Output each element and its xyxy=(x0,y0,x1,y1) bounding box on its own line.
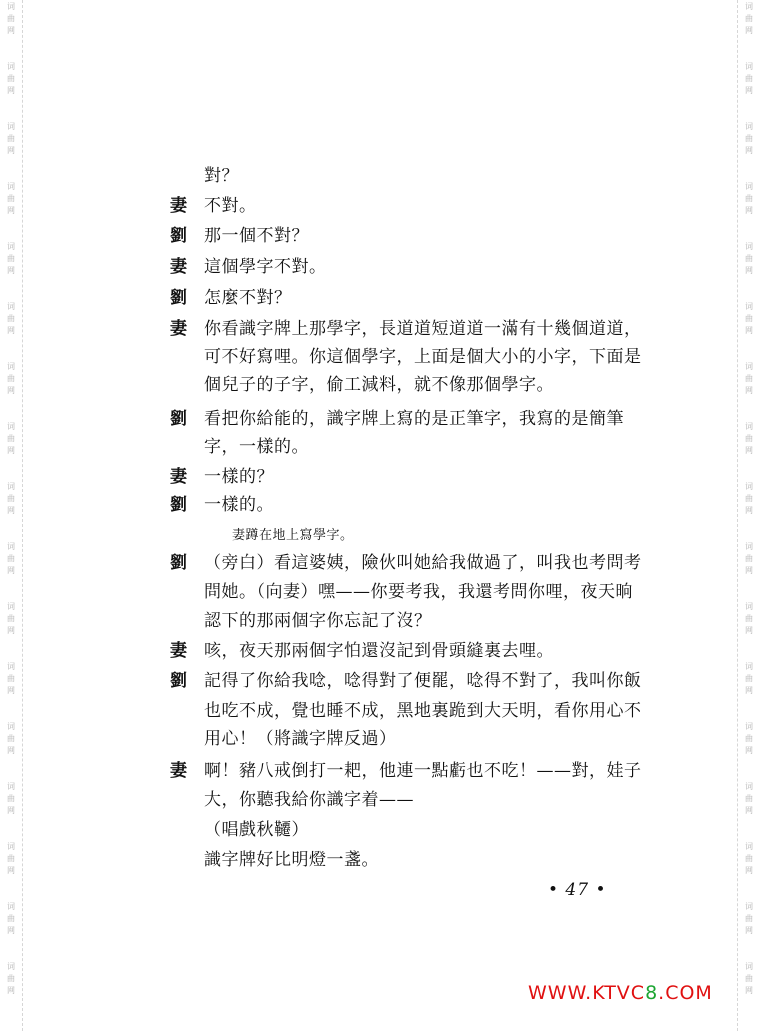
watermark-right-char: 词 xyxy=(745,782,753,791)
dialogue-line xyxy=(170,669,642,693)
watermark-right-char: 曲 xyxy=(745,674,753,683)
dialogue-line xyxy=(204,609,432,633)
line-text: 那一個不對？ xyxy=(204,226,309,246)
line-text: 識字牌好比明燈一盞。 xyxy=(204,850,379,870)
watermark-right-char: 曲 xyxy=(745,314,753,323)
watermark-right-char: 曲 xyxy=(745,374,753,383)
watermark-right-char: 网 xyxy=(745,686,753,695)
watermark-left-char: 网 xyxy=(7,626,15,635)
watermark-right-char: 曲 xyxy=(745,614,753,623)
watermark-left-char: 曲 xyxy=(7,434,15,443)
speaker-name: 劉 xyxy=(170,553,188,573)
line-text: 怎麼不對？ xyxy=(204,288,292,308)
line-text: 妻蹲在地上寫學字。 xyxy=(232,528,354,543)
watermark-right-char: 网 xyxy=(745,326,753,335)
watermark-left-char: 网 xyxy=(7,866,15,875)
watermark-left-char: 曲 xyxy=(7,374,15,383)
watermark-right-char: 曲 xyxy=(745,974,753,983)
dialogue-line xyxy=(170,493,274,517)
watermark-left-char: 词 xyxy=(7,542,15,551)
watermark-left-char: 曲 xyxy=(7,794,15,803)
watermark-left-char: 词 xyxy=(7,362,15,371)
speaker-name: 妻 xyxy=(170,641,188,661)
watermark-left-char: 词 xyxy=(7,242,15,251)
watermark-left-char: 词 xyxy=(7,302,15,311)
watermark-left-char: 词 xyxy=(7,62,15,71)
watermark-right-char: 曲 xyxy=(745,14,753,23)
watermark-right-char: 曲 xyxy=(745,434,753,443)
watermark-right-char: 词 xyxy=(745,662,753,671)
site-watermark-suffix: .COM xyxy=(658,982,713,1004)
dialogue-line xyxy=(170,286,292,310)
watermark-right-char: 网 xyxy=(745,386,753,395)
watermark-left-char: 词 xyxy=(7,122,15,131)
watermark-right-char: 词 xyxy=(745,242,753,251)
dialogue-line xyxy=(170,407,624,431)
watermark-right-char: 网 xyxy=(745,146,753,155)
dialogue-line xyxy=(204,818,309,842)
site-watermark-green: 8 xyxy=(645,982,659,1004)
watermark-right-char: 曲 xyxy=(745,914,753,923)
watermark-left-char: 网 xyxy=(7,206,15,215)
watermark-left-char: 词 xyxy=(7,722,15,731)
line-text: （旁白）看這婆姨，險伙叫她給我做過了，叫我也考問考 xyxy=(204,553,642,573)
watermark-left-char: 曲 xyxy=(7,974,15,983)
watermark-left-char: 曲 xyxy=(7,194,15,203)
line-text: 一樣的？ xyxy=(204,467,274,487)
line-text: 可不好寫哩。你這個學字，上面是個大小的小字，下面是 xyxy=(204,347,642,367)
watermark-left-char: 词 xyxy=(7,662,15,671)
dialogue-line xyxy=(170,255,327,279)
dialogue-line xyxy=(204,164,239,188)
watermark-right-char: 网 xyxy=(745,566,753,575)
watermark-left-char: 词 xyxy=(7,962,15,971)
watermark-left-char: 曲 xyxy=(7,14,15,23)
watermark-left-char: 曲 xyxy=(7,854,15,863)
watermark-left-char: 网 xyxy=(7,266,15,275)
speaker-name: 劉 xyxy=(170,671,188,691)
watermark-left-char: 词 xyxy=(7,422,15,431)
watermark-right-char: 词 xyxy=(745,122,753,131)
speaker-name: 妻 xyxy=(170,467,188,487)
watermark-left-char: 曲 xyxy=(7,314,15,323)
watermark-right-char: 词 xyxy=(745,362,753,371)
line-text: 對？ xyxy=(204,166,239,186)
watermark-left-char: 曲 xyxy=(7,734,15,743)
watermark-left-char: 网 xyxy=(7,566,15,575)
dialogue-line xyxy=(204,788,414,812)
watermark-left-char: 网 xyxy=(7,806,15,815)
watermark-right-char: 词 xyxy=(745,182,753,191)
watermark-right-char: 词 xyxy=(745,842,753,851)
watermark-right-char: 网 xyxy=(745,206,753,215)
line-text: 個兒子的子字，偷工減料，就不像那個學字。 xyxy=(204,375,554,395)
dialogue-line xyxy=(204,848,379,872)
line-text: 這個學字不對。 xyxy=(204,257,327,277)
speaker-name: 劉 xyxy=(170,495,188,515)
watermark-left-char: 曲 xyxy=(7,254,15,263)
line-text: 啊！豬八戒倒打一耙，他連一點虧也不吃！——對，娃子 xyxy=(204,761,642,781)
line-text: 字，一樣的。 xyxy=(204,437,309,457)
watermark-right-char: 网 xyxy=(745,266,753,275)
line-text: 也吃不成，覺也睡不成，黑地裏跪到大天明，看你用心不 xyxy=(204,701,642,721)
watermark-right-char: 网 xyxy=(745,806,753,815)
watermark-left-char: 网 xyxy=(7,986,15,995)
watermark-left-char: 词 xyxy=(7,482,15,491)
watermark-right-char: 曲 xyxy=(745,194,753,203)
watermark-right-char: 词 xyxy=(745,722,753,731)
speaker-name: 妻 xyxy=(170,257,188,277)
dialogue-line xyxy=(170,465,274,489)
watermark-right-char: 曲 xyxy=(745,554,753,563)
watermark-left-char: 网 xyxy=(7,446,15,455)
watermark-left-char: 网 xyxy=(7,86,15,95)
watermark-left-char: 曲 xyxy=(7,614,15,623)
watermark-left-char: 曲 xyxy=(7,74,15,83)
watermark-right-char: 曲 xyxy=(745,794,753,803)
watermark-right-char: 曲 xyxy=(745,734,753,743)
watermark-left-char: 曲 xyxy=(7,554,15,563)
speaker-name: 妻 xyxy=(170,319,188,339)
watermark-right-char: 网 xyxy=(745,866,753,875)
watermark-right-char: 曲 xyxy=(745,854,753,863)
watermark-left-char: 网 xyxy=(7,506,15,515)
watermark-right-char: 曲 xyxy=(745,254,753,263)
watermark-left-char: 网 xyxy=(7,26,15,35)
dialogue-line xyxy=(170,639,554,663)
watermark-left-char: 词 xyxy=(7,842,15,851)
dialogue-line xyxy=(204,345,642,369)
watermark-right-char: 词 xyxy=(745,482,753,491)
watermark-left-char: 曲 xyxy=(7,674,15,683)
watermark-right-char: 词 xyxy=(745,302,753,311)
dialogue-line xyxy=(170,551,642,575)
watermark-right-char: 词 xyxy=(745,902,753,911)
watermark-right-char: 网 xyxy=(745,86,753,95)
watermark-right-char: 网 xyxy=(745,26,753,35)
watermark-right-char: 词 xyxy=(745,422,753,431)
watermark-left-char: 词 xyxy=(7,782,15,791)
watermark-left-char: 词 xyxy=(7,2,15,11)
speaker-name: 妻 xyxy=(170,196,188,216)
line-text: （唱戲秋韆） xyxy=(204,820,309,840)
line-text: 一樣的。 xyxy=(204,495,274,515)
watermark-right-char: 网 xyxy=(745,746,753,755)
line-text: 咳，夜天那兩個字怕還沒記到骨頭縫裏去哩。 xyxy=(204,641,554,661)
watermark-left-char: 网 xyxy=(7,686,15,695)
watermark-right-char: 曲 xyxy=(745,74,753,83)
line-text: 用心！（將識字牌反過） xyxy=(204,729,397,749)
line-text: 問她。（向妻）嘿——你要考我，我還考問你哩，夜天晌 xyxy=(204,582,633,602)
line-text: 看把你給能的，識字牌上寫的是正筆字，我寫的是簡筆 xyxy=(204,409,624,429)
dialogue-line xyxy=(170,317,642,341)
watermark-left-char: 词 xyxy=(7,902,15,911)
watermark-left-char: 曲 xyxy=(7,494,15,503)
watermark-right-char: 词 xyxy=(745,602,753,611)
page-number: • 47 • xyxy=(548,880,607,900)
line-text: 記得了你給我唸，唸得對了便罷，唸得不對了，我叫你飯 xyxy=(204,671,642,691)
watermark-left-char: 词 xyxy=(7,602,15,611)
stage-direction xyxy=(232,524,354,548)
site-watermark xyxy=(528,982,713,1004)
dialogue-line xyxy=(204,727,397,751)
dialogue-line xyxy=(204,699,642,723)
dialogue-line xyxy=(204,373,554,397)
speaker-name: 劉 xyxy=(170,226,188,246)
watermark-right-char: 网 xyxy=(745,506,753,515)
watermark-left-char: 网 xyxy=(7,326,15,335)
watermark-right-char: 词 xyxy=(745,62,753,71)
speaker-name: 劉 xyxy=(170,288,188,308)
line-text: 大，你聽我給你識字着—— xyxy=(204,790,414,810)
dialogue-line xyxy=(204,580,633,604)
watermark-left-char: 词 xyxy=(7,182,15,191)
watermark-right-char: 网 xyxy=(745,986,753,995)
watermark-left-char: 网 xyxy=(7,746,15,755)
watermark-left-char: 曲 xyxy=(7,134,15,143)
site-watermark-prefix: WWW.KTVC xyxy=(528,982,646,1004)
watermark-left-char: 网 xyxy=(7,146,15,155)
speaker-name: 劉 xyxy=(170,409,188,429)
watermark-left-char: 曲 xyxy=(7,914,15,923)
watermark-left-char: 网 xyxy=(7,926,15,935)
watermark-right-char: 词 xyxy=(745,542,753,551)
watermark-right-char: 词 xyxy=(745,2,753,11)
dialogue-line xyxy=(204,435,309,459)
watermark-right-char: 网 xyxy=(745,626,753,635)
line-text: 不對。 xyxy=(204,196,257,216)
watermark-right-char: 曲 xyxy=(745,134,753,143)
watermark-right-char: 网 xyxy=(745,446,753,455)
speaker-name: 妻 xyxy=(170,761,188,781)
watermark-right-char: 曲 xyxy=(745,494,753,503)
dialogue-line xyxy=(170,224,309,248)
dialogue-line xyxy=(170,759,642,783)
watermark-right-char: 网 xyxy=(745,926,753,935)
line-text: 認下的那兩個字你忘記了沒？ xyxy=(204,611,432,631)
watermark-right-char: 词 xyxy=(745,962,753,971)
watermark-left-char: 网 xyxy=(7,386,15,395)
line-text: 你看識字牌上那學字，長道道短道道一滿有十幾個道道， xyxy=(204,319,642,339)
dialogue-line xyxy=(170,194,257,218)
